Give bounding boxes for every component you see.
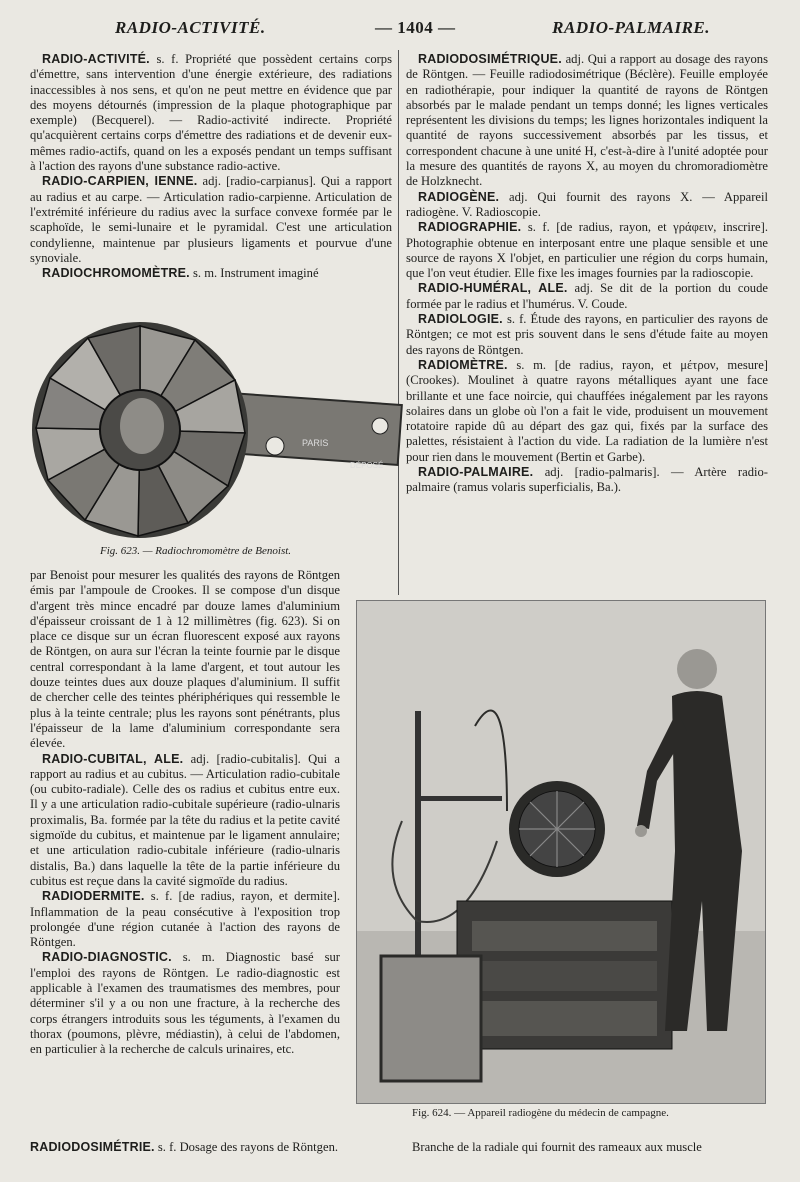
left-column-bottom — [30, 568, 340, 1143]
appareil-radiogene-photo — [357, 601, 765, 1103]
running-head-left: RADIO-ACTIVITÉ. — [115, 18, 266, 37]
entry-radio-carpien: RADIO-CARPIEN, IENNE. adj. [radio-carpianus]. Qui a rapport au radius et au carpe. — Articulation radio-carpienne. Articulation de l'extrémité inférieure du radius avec la surface convexe formée par le scaphoïde, le semi-lunaire et le pyramidal. C'est une articulation condylienne, maintenue par plusieurs ligaments et pourvue d'une synoviale. — [30, 174, 392, 265]
plate-text-depose: DÉPOSÉ — [350, 461, 384, 470]
right-column — [406, 52, 768, 592]
figure-appareil-radiogene — [356, 600, 766, 1104]
entry-radiodosimetrique: RADIODOSIMÉTRIQUE. adj. Qui a rapport au dosage des rayons de Röntgen. — Feuille radiodosimétrique (Béclère). Feuille employée en radiothérapie, pour indiquer la quantité de rayons de Röntgen absorbés par le malade pendant un temps donné; les lignes verticales représentent les divisions du temps; les lignes horizontales indiquent la quantité de rayons successivement absorbés par les tissus, et correspondent chacune à une unité H, c'est-à-dire à l'unité adoptée pour la mesure des quantités de rayons X, au moyen du chromoradiomètre de Holzknecht. — [406, 52, 768, 189]
radio-palmaire-continuation: Branche de la radiale qui fournit des rameaux aux muscle — [412, 1140, 702, 1154]
entry-radiodermite: RADIODERMITE. s. f. [de radius, rayon, et dermite]. Inflammation de la peau consécutive à l'exposition trop prolongée d'une région cutanée à l'action des rayons de Röntgen. — [30, 889, 340, 950]
figure-623-caption: Fig. 623. — Radiochromomètre de Benoist. — [100, 545, 292, 557]
plate-text-paris: PARIS — [302, 438, 329, 448]
entry-radiodosimetrie: RADIODOSIMÉTRIE. s. f. Dosage des rayons de Röntgen. — [30, 1140, 339, 1154]
left-column-top — [30, 52, 393, 281]
entry-radiochromometre: RADIOCHROMOMÈTRE. s. m. Instrument imaginé — [42, 266, 319, 281]
page-header — [30, 18, 770, 40]
entry-radiogene: RADIOGÈNE. adj. Qui fournit des rayons X. — Appareil radiogène. V. Radioscopie. — [406, 189, 768, 219]
entry-radio-palmaire: RADIO-PALMAIRE. adj. [radio-palmaris]. — Artère radio-palmaire (ramus volaris superficialis, Ba.). — [406, 465, 768, 495]
entry-radio-activite: RADIO-ACTIVITÉ. s. f. Propriété que possèdent certains corps d'émettre, sans intervention d'une énergie extérieure, des radiations inaccessibles à nos sens, et qu'on ne peut mettre en évidence que par des moyens détournés (impression de la plaque photographique par exemple) (Becquerel). — Radio-activité indirecte. Propriété qu'acquièrent certains corps d'émettre des radiations et de devenir eux-mêmes radio-actifs, quand on les a exposés pendant un temps suffisant à l'action des rayons d'une substance radio-active. — [30, 52, 393, 174]
entry-radiologie: RADIOLOGIE. s. f. Étude des rayons, en particulier des rayons de Röntgen; ce mot est pris souvent dans le sens d'étude faite au moyen des rayons de Röntgen. — [406, 312, 768, 357]
figure-624-caption: Fig. 624. — Appareil radiogène du médecin de campagne. — [412, 1107, 669, 1119]
radiochromometre-illustration — [30, 318, 402, 543]
entry-radiochromometre-cont: par Benoist pour mesurer les qualités des rayons de Röntgen émis par l'ampoule de Crookes. Il se compose d'un disque d'argent très mince encadré par douze lames d'aluminium d'épaisseur croissant de 1 à 12 millimètres (fig. 623). Si on place ce disque sur un écran fluorescent exposé aux rayons de Röntgen, on aura sur l'écran la teinte fournie par le disque central correspondant à la lame d'argent, et tout autour les douze teintes dues aux douze plaques d'aluminium. Il suffit de chercher celle des teintes phériphériques qui ressemble le plus à la teinte centrale; plus les rayons sont pénétrants, plus l'épaisseur de la lame d'aluminium correspondante sera élevée. — [30, 568, 340, 751]
page-number: — 1404 — — [375, 18, 456, 37]
entry-radiometre: RADIOMÈTRE. s. m. [de radius, rayon, et μέτρον, mesure] (Crookes). Moulinet à quatre rayons métalliques ayant une face brillante et une face noircie, qui chauffées inégalement par les rayons solaires dans un globe où l'on a fait le vide, produisent un mouvement rotatoire rapide dû au départ des gaz qui, fixés par la surface des palettes, résistaient à l'action du vide. La radiation de la lumière n'est pour rien dans le mouvement (Bertin et Garbe). — [406, 357, 768, 464]
entry-radio-diagnostic: RADIO-DIAGNOSTIC. s. m. Diagnostic basé sur l'emploi des rayons de Röntgen. Le radio-diagnostic est applicable à l'examen des traumatismes des membres, pour déterminer s'il y a ou non une fracture, à la recherche des corps étrangers introduits sous les téguments, à l'examen du thorax (poumons, plèvre, médiastin), à celui de l'abdomen, en particulier à la recherche de calculs urinaires, etc. — [30, 950, 341, 1057]
figure-radiochromometre — [30, 318, 402, 543]
entry-radiographie: RADIOGRAPHIE. s. f. [de radius, rayon, et γράφειν, inscrire]. Photographie obtenue en interposant entre une plaque sensible et une source de rayons X l'objet, en particulier une région du corps humain, que l'on veut étudier. Elle fixe les images fournies par la radioscopie. — [406, 220, 768, 281]
entry-radio-humeral: RADIO-HUMÉRAL, ALE. adj. Se dit de la portion du coude formée par le radius et l'humérus. V. Coude. — [406, 281, 768, 311]
running-head-right: RADIO-PALMAIRE. — [552, 18, 710, 37]
entry-radio-cubital: RADIO-CUBITAL, ALE. adj. [radio-cubitalis]. Qui a rapport au radius et au cubitus. — Articulation radio-cubitale (ou cubito-radiale). Celle des os radius et cubitus entre eux. Il y a une articulation radio-cubitale supérieure (radio-ulnaris proximalis, Ba. formée par la tête du radius et la petite cavité sigmoïde du cubitus, et maintenue par le ligament annulaire; et une articulation radio-cubitale inférieure (radio-ulnaris distalis, Ba.) dans laquelle la tête de la partie inférieure du cubitus est reçue dans la cavité sigmoïde du radius. — [30, 751, 340, 888]
